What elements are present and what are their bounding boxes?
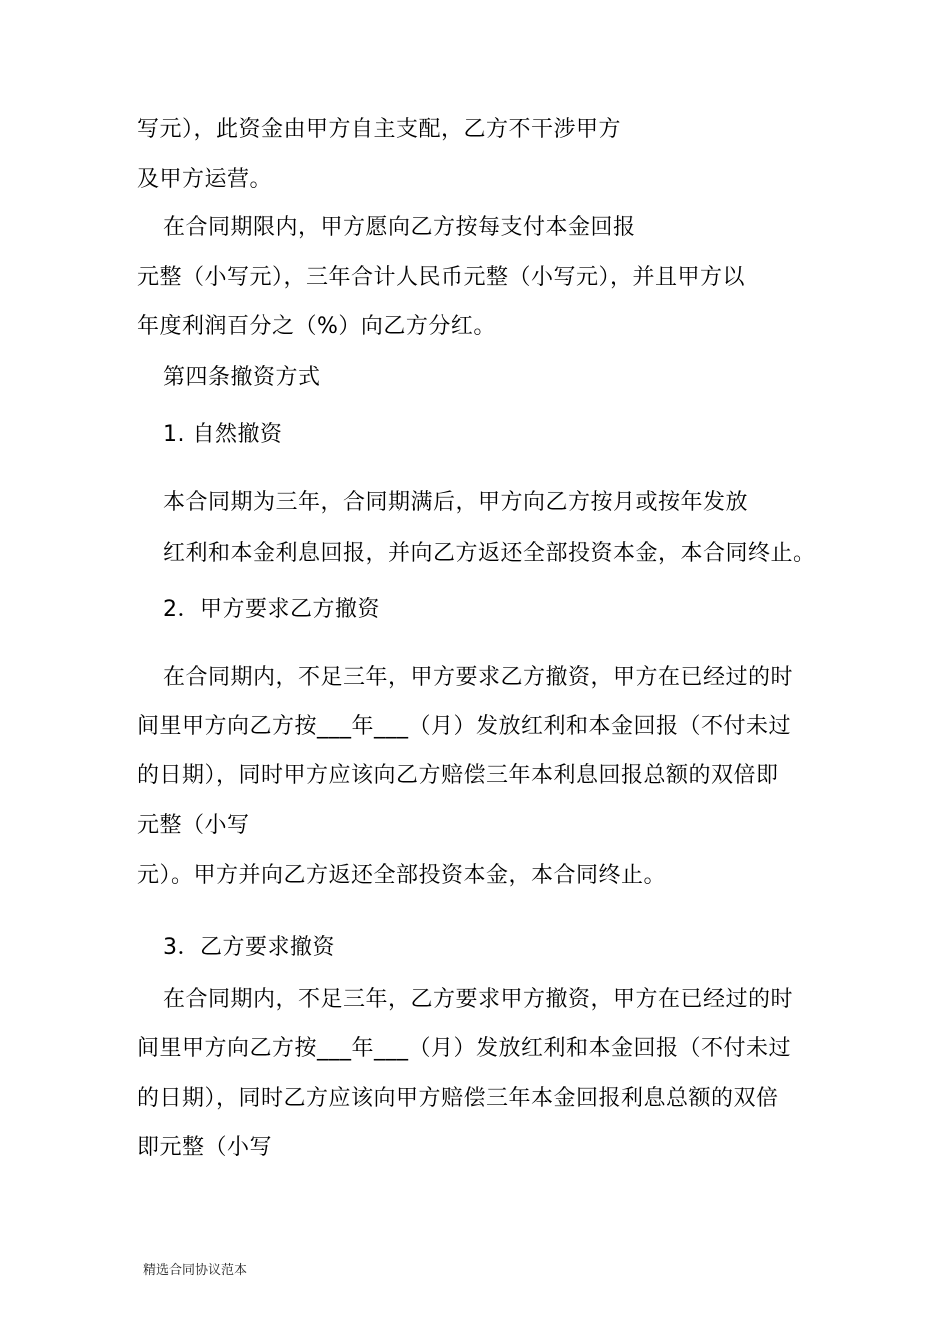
text-line: 在合同期限内，甲方愿向乙方按每支付本金回报 bbox=[163, 215, 636, 240]
subsection-heading: 3．乙方要求撤资 bbox=[163, 935, 335, 960]
text-line: 的日期），同时乙方应该向甲方赔偿三年本金回报利息总额的双倍 bbox=[137, 1086, 779, 1111]
text-line: 在合同期内，不足三年，甲方要求乙方撤资，甲方在已经过的时 bbox=[163, 665, 794, 690]
section-heading: 第四条撤资方式 bbox=[163, 365, 321, 390]
text-line: 元）。甲方并向乙方返还全部投资本金，本合同终止。 bbox=[137, 863, 667, 888]
text-line: 即元整（小写 bbox=[137, 1135, 273, 1160]
text-line: 元整（小写 bbox=[137, 813, 250, 838]
text-line: 在合同期内，不足三年，乙方要求甲方撤资，甲方在已经过的时 bbox=[163, 987, 794, 1012]
text-line: 年度利润百分之（%）向乙方分红。 bbox=[137, 314, 496, 339]
text-line: 本合同期为三年，合同期满后，甲方向乙方按月或按年发放 bbox=[163, 490, 749, 515]
subsection-heading: 2．甲方要求乙方撤资 bbox=[163, 597, 380, 622]
page-footer: 精选合同协议范本 bbox=[143, 1263, 248, 1278]
text-line: 间里甲方向乙方按___年___（月）发放红利和本金回报（不付未过 bbox=[137, 714, 792, 739]
text-line: 的日期），同时甲方应该向乙方赔偿三年本利息回报总额的双倍即 bbox=[137, 763, 779, 788]
text-line: 红利和本金利息回报，并向乙方返还全部投资本金，本合同终止。 bbox=[163, 541, 816, 566]
text-line: 元整（小写元），三年合计人民币元整（小写元），并且甲方以 bbox=[137, 265, 746, 290]
text-line: 间里甲方向乙方按___年___（月）发放红利和本金回报（不付未过 bbox=[137, 1036, 792, 1061]
subsection-heading: 1. 自然撤资 bbox=[163, 422, 283, 447]
text-line: 写元），此资金由甲方自主支配，乙方不干涉甲方 bbox=[137, 117, 622, 142]
text-line: 及甲方运营。 bbox=[137, 167, 273, 192]
